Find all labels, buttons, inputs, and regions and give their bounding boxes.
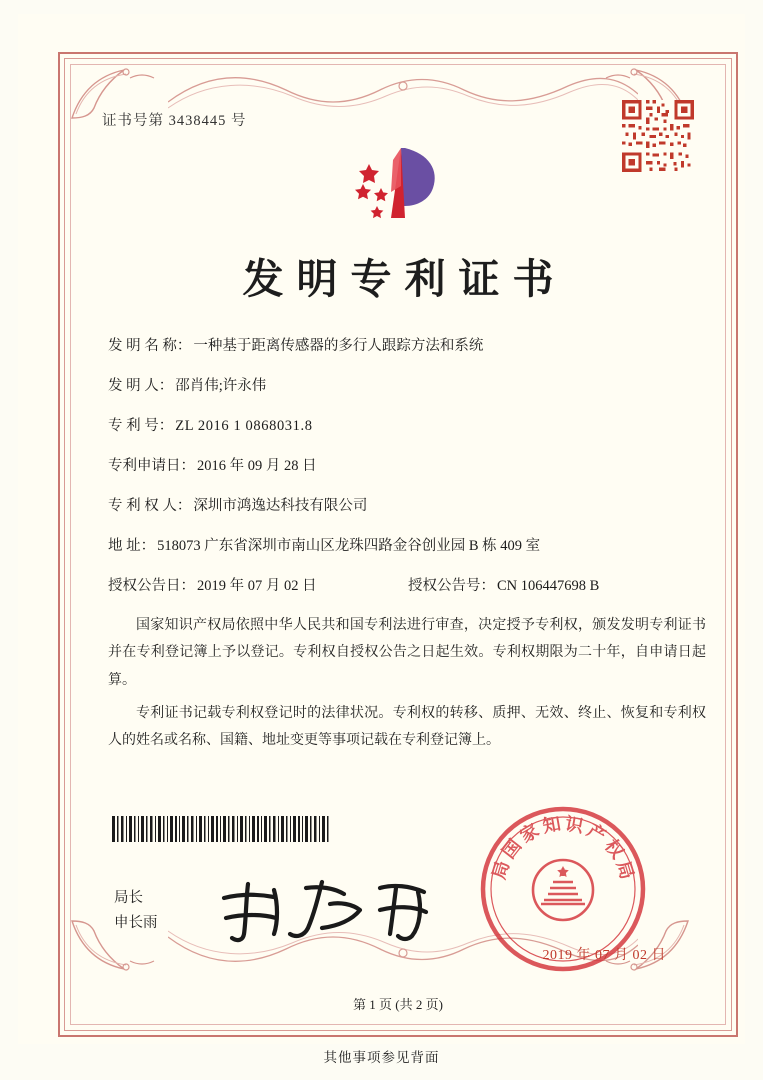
barcode-icon [112,816,330,842]
field-inventors [108,376,708,397]
cnipa-logo-icon [333,140,463,226]
page-title: 发明专利证书 [242,256,567,302]
field-patent-number [108,416,708,437]
page-number: 第 1 页 (共 2 页) [353,997,443,1012]
grant-number-value: CN 106447698 B [497,578,600,595]
field-value: 2016 年 09 月 28 日 [197,458,317,475]
grant-date-value: 2019 年 07 月 02 日 [197,578,317,595]
certificate-number: 证书号第 3438445 号 [102,113,247,129]
grant-number-label: 授权公告号： [408,578,495,595]
field-patentee [108,496,708,517]
field-label: 专利申请日： [108,458,195,475]
field-list [108,336,708,616]
grant-date-label: 授权公告日： [108,578,195,595]
field-label: 专 利 号： [108,418,174,435]
svg-text:识: 识 [563,813,585,837]
director-title: 局长 [114,890,143,906]
field-value: 一种基于距离传感器的多行人跟踪方法和系统 [193,338,484,354]
field-value: ZL 2016 1 0868031.8 [175,418,313,435]
svg-text:局: 局 [488,858,514,882]
field-application-date [108,456,708,477]
field-value: 518073 广东省深圳市南山区龙珠四路金谷创业园 B 栋 409 室 [157,538,541,555]
certificate-content [70,64,726,1025]
field-label: 地 址： [108,538,156,555]
field-label: 发 明 名 称： [108,338,192,354]
director-block [114,886,158,935]
svg-text:知: 知 [541,813,563,837]
footer-note: 其他事项参见背面 [323,1050,440,1065]
seal-date: 2019 年 07 月 02 日 [542,948,666,963]
field-label: 发 明 人： [108,378,174,395]
certificate-paper [18,14,745,1044]
field-invention-title [108,336,708,357]
director-name: 申长雨 [114,914,158,931]
svg-text:局: 局 [612,858,638,882]
handwritten-signature-icon [210,874,440,946]
legal-body-text [108,612,706,760]
qr-code-icon [622,100,694,172]
body-paragraph-2: 专利证书记载专利权登记时的法律状况。专利权的转移、质押、无效、终止、恢复和专利权人的姓名或名称、国籍、地址变更等事项记载在专利登记簿上。 [108,705,706,749]
field-label: 专 利 权 人： [108,498,192,515]
field-address [108,536,708,557]
field-grant-row [108,576,708,597]
svg-text:权: 权 [600,835,628,863]
field-value: 深圳市鸿逸达科技有限公司 [193,498,368,515]
field-value: 邵肖伟;许永伟 [175,378,267,395]
svg-text:家: 家 [516,820,543,847]
svg-text:国: 国 [498,835,526,863]
body-paragraph-1: 国家知识产权局依照中华人民共和国专利法进行审查，决定授予专利权，颁发发明专利证书并在专利登记簿上予以登记。专利权自授权公告之日起生效。专利权期限为二十年，自申请日起算。 [108,618,706,688]
svg-text:产: 产 [583,820,610,847]
